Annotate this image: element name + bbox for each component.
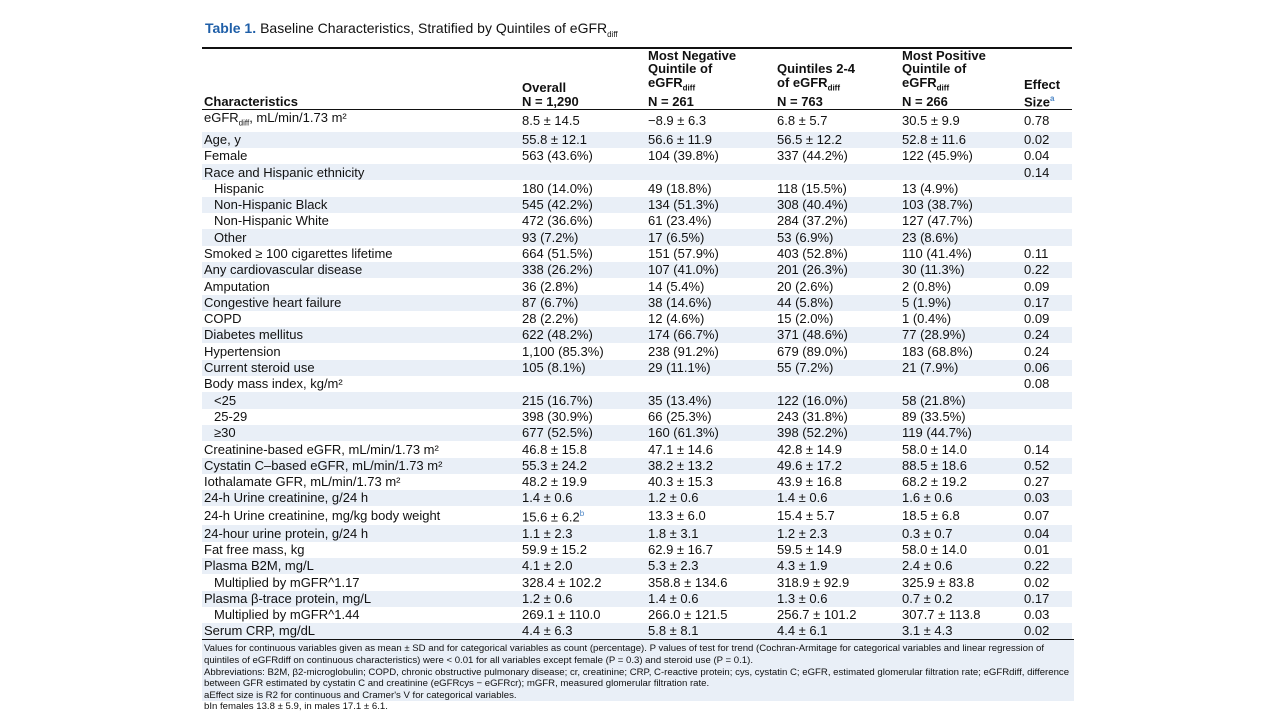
table-row	[202, 376, 1072, 392]
cell-mid	[775, 164, 900, 180]
cell-overall: 215 (16.7%)	[520, 392, 646, 408]
cell-neg: 104 (39.8%)	[648, 148, 719, 164]
footnote-abbreviations: Abbreviations: B2M, β2-microglobulin; COPD, chronic obstructive pulmonary disease; cr, creatinine; CRP, C-reactive protein; cys, cystatin C; eGFR, estimated glomerular filtration rate; eGFRdiff, difference between GFR estimated by cystatin C and creatinine (eGFRcys − eGFRcr); mGFR, measured glomerular filtration rate.	[204, 666, 1070, 690]
cell-mid: 20 (2.6%)	[777, 278, 834, 294]
cell-mid: 1.2 ± 2.3	[775, 525, 900, 541]
cell-pos: 58.0 ± 14.0	[902, 541, 967, 557]
cell-overall: 472 (36.6%)	[522, 213, 593, 229]
cell-pos: 122 (45.9%)	[902, 148, 973, 164]
row-label: Creatinine-based eGFR, mL/min/1.73 m²	[204, 441, 439, 457]
cell-mid: 371 (48.6%)	[775, 327, 900, 343]
cell-mid: 337 (44.2%)	[777, 148, 848, 164]
cell-neg: 61 (23.4%)	[648, 213, 712, 229]
cell-pos: 0.7 ± 0.2	[900, 591, 1022, 607]
cell-mid: 403 (52.8%)	[777, 246, 848, 261]
cell-effect: 0.08	[1024, 376, 1050, 392]
table-row	[202, 246, 1072, 262]
cell-effect: 0.78	[1024, 113, 1050, 129]
row-label: 24-hour urine protein, g/24 h	[202, 525, 520, 541]
cell-overall: 1.2 ± 0.6	[520, 591, 646, 607]
cell-effect: 0.11	[1024, 246, 1049, 261]
cell-mid: 15 (2.0%)	[777, 311, 834, 327]
cell-effect: 0.52	[1022, 458, 1072, 474]
cell-mid: 4.3 ± 1.9	[775, 558, 900, 574]
cell-effect: 0.22	[1022, 262, 1072, 278]
cell-neg: 266.0 ± 121.5	[648, 607, 728, 623]
row-label: Non-Hispanic Black	[202, 197, 520, 213]
table-row	[202, 490, 1072, 506]
cell-effect: 0.02	[1022, 623, 1072, 639]
table-title-sub: diff	[607, 29, 618, 39]
cell-neg	[646, 376, 775, 392]
cell-pos: 89 (33.5%)	[902, 408, 966, 424]
baseline-table	[202, 47, 1072, 640]
table-row	[202, 574, 1072, 590]
cell-effect: 0.06	[1022, 360, 1072, 376]
cell-overall: 59.9 ± 15.2	[522, 541, 587, 557]
cell-effect: 0.02	[1024, 574, 1050, 590]
cell-pos: 1 (0.4%)	[902, 311, 952, 327]
cell-neg: 1.2 ± 0.6	[646, 490, 775, 506]
row-label: <25	[202, 392, 520, 408]
cell-effect: 0.02	[1022, 132, 1072, 148]
row-label: Non-Hispanic White	[214, 213, 329, 229]
header-row	[202, 48, 1072, 110]
cell-pos	[900, 376, 1022, 392]
row-label: Current steroid use	[202, 360, 520, 376]
table-title-text: Baseline Characteristics, Stratified by Quintiles of eGFR	[260, 20, 608, 36]
cell-effect: 0.04	[1024, 148, 1050, 164]
cell-mid: 49.6 ± 17.2	[775, 458, 900, 474]
cell-pos: 30 (11.3%)	[900, 262, 1022, 278]
cell-neg: −8.9 ± 6.3	[648, 113, 707, 129]
row-label: Diabetes mellitus	[202, 327, 520, 343]
row-label: Plasma β-trace protein, mg/L	[202, 591, 520, 607]
cell-overall: 105 (8.1%)	[520, 360, 646, 376]
cell-overall: 8.5 ± 14.5	[522, 113, 580, 129]
table-row	[202, 441, 1072, 457]
table-row	[202, 360, 1072, 376]
table-row	[202, 180, 1072, 196]
cell-neg: 66 (25.3%)	[648, 408, 712, 424]
row-label: Any cardiovascular disease	[202, 262, 520, 278]
cell-neg: 38 (14.6%)	[646, 295, 775, 311]
cell-effect: 0.09	[1024, 311, 1050, 327]
cell-mid: 6.8 ± 5.7	[777, 113, 828, 129]
cell-mid: 308 (40.4%)	[775, 197, 900, 213]
cell-pos: 110 (41.4%)	[902, 246, 972, 261]
cell-overall: 563 (43.6%)	[522, 148, 593, 164]
table-row	[202, 148, 1072, 164]
table-row	[202, 607, 1072, 623]
row-label: Other	[202, 229, 520, 245]
cell-pos: 23 (8.6%)	[900, 229, 1022, 245]
row-label: Race and Hispanic ethnicity	[202, 164, 520, 180]
col-most-negative: Most Negative Quintile of eGFR$_{diff}$ N = 261	[646, 48, 775, 110]
table-label: Table 1.	[205, 20, 257, 36]
cell-overall: 398 (30.9%)	[522, 408, 593, 424]
row-label: Body mass index, kg/m²	[204, 376, 343, 392]
table-row	[202, 506, 1072, 525]
cell-neg: 40.3 ± 15.3	[648, 474, 713, 490]
cell-neg: 151 (57.9%)	[648, 246, 719, 261]
row-label: Cystatin C–based eGFR, mL/min/1.73 m²	[202, 458, 520, 474]
cell-effect: 0.07	[1024, 508, 1050, 524]
cell-overall: 55.8 ± 12.1	[520, 132, 646, 148]
table-row	[202, 295, 1072, 311]
cell-neg: 5.8 ± 8.1	[646, 623, 775, 639]
table-row	[202, 542, 1072, 558]
cell-neg: 1.8 ± 3.1	[646, 525, 775, 541]
cell-overall: 55.3 ± 24.2	[520, 458, 646, 474]
cell-pos: 77 (28.9%)	[900, 327, 1022, 343]
cell-effect: 0.27	[1024, 474, 1050, 490]
cell-mid: 1.4 ± 0.6	[775, 490, 900, 506]
cell-mid: 4.4 ± 6.1	[775, 623, 900, 639]
table-body	[202, 110, 1072, 640]
cell-overall: 93 (7.2%)	[520, 229, 646, 245]
table-row	[202, 343, 1072, 359]
cell-overall: 4.1 ± 2.0	[520, 558, 646, 574]
cell-effect: 0.04	[1022, 525, 1072, 541]
table-row	[202, 409, 1072, 425]
row-label: Female	[204, 148, 248, 164]
cell-effect: 0.17	[1022, 591, 1072, 607]
cell-pos	[900, 164, 1022, 180]
cell-pos: 58.0 ± 14.0	[902, 441, 967, 457]
table-row	[202, 197, 1072, 213]
cell-pos: 3.1 ± 4.3	[900, 623, 1022, 639]
cell-effect	[1022, 229, 1072, 245]
table-row	[202, 392, 1072, 408]
cell-mid: 256.7 ± 101.2	[777, 607, 857, 623]
row-label: Multiplied by mGFR^1.17	[214, 574, 360, 590]
col-effect-size: Effect Size$^a$	[1022, 48, 1072, 110]
cell-neg: 17 (6.5%)	[646, 229, 775, 245]
cell-overall	[520, 376, 646, 392]
cell-neg: 12 (4.6%)	[648, 311, 705, 327]
cell-neg: 160 (61.3%)	[646, 425, 775, 441]
table-row	[202, 132, 1072, 148]
table-row	[202, 262, 1072, 278]
cell-pos: 183 (68.8%)	[902, 343, 973, 359]
cell-mid: 284 (37.2%)	[777, 213, 848, 229]
table-title	[205, 20, 1074, 43]
cell-neg: 107 (41.0%)	[646, 262, 775, 278]
table-row	[202, 327, 1072, 343]
row-label: Smoked ≥ 100 cigarettes lifetime	[204, 246, 393, 261]
table-row	[202, 591, 1072, 607]
cell-pos: 0.3 ± 0.7	[900, 525, 1022, 541]
row-label: Plasma B2M, mg/L	[202, 558, 520, 574]
col-characteristics: Characteristics	[202, 48, 520, 110]
cell-effect: 0.03	[1024, 607, 1050, 623]
table-row	[202, 110, 1072, 132]
table-row	[202, 164, 1072, 180]
cell-neg: 38.2 ± 13.2	[646, 458, 775, 474]
cell-pos: 2.4 ± 0.6	[900, 558, 1022, 574]
cell-mid: 43.9 ± 16.8	[777, 474, 842, 490]
cell-effect	[1022, 425, 1072, 441]
cell-pos: 30.5 ± 9.9	[902, 113, 960, 129]
cell-pos: 68.2 ± 19.2	[902, 474, 967, 490]
cell-mid: 318.9 ± 92.9	[777, 574, 850, 590]
row-label: COPD	[204, 311, 242, 327]
cell-overall: 1.1 ± 2.3	[520, 525, 646, 541]
cell-neg: 358.8 ± 134.6	[648, 574, 728, 590]
cell-pos: 127 (47.7%)	[902, 213, 973, 229]
cell-overall: 28 (2.2%)	[522, 311, 579, 327]
cell-mid: 53 (6.9%)	[775, 229, 900, 245]
cell-mid: 59.5 ± 14.9	[777, 541, 842, 557]
cell-pos: 307.7 ± 113.8	[902, 607, 981, 623]
cell-overall: 4.4 ± 6.3	[520, 623, 646, 639]
cell-mid: 15.4 ± 5.7	[777, 508, 835, 524]
table-row	[202, 623, 1072, 639]
row-label: Multiplied by mGFR^1.44	[214, 607, 360, 623]
cell-overall: 87 (6.7%)	[520, 295, 646, 311]
cell-effect	[1022, 409, 1072, 425]
table-row	[202, 474, 1072, 490]
cell-overall: 328.4 ± 102.2	[522, 574, 602, 590]
cell-overall: 1.4 ± 0.6	[520, 490, 646, 506]
cell-neg: 14 (5.4%)	[648, 278, 705, 294]
cell-pos: 5 (1.9%)	[900, 295, 1022, 311]
col-quintiles-2-4: Quintiles 2-4 of eGFR$_{diff}$ N = 763	[775, 48, 900, 110]
cell-effect	[1022, 213, 1072, 229]
cell-neg: 49 (18.8%)	[648, 180, 712, 196]
row-label: Hispanic	[214, 180, 264, 196]
cell-effect: 0.03	[1022, 490, 1072, 506]
cell-overall: 36 (2.8%)	[522, 278, 579, 294]
row-label: 24-h Urine creatinine, mg/kg body weight	[204, 508, 441, 524]
cell-neg: 238 (91.2%)	[648, 343, 719, 359]
cell-overall: 622 (48.2%)	[520, 327, 646, 343]
table-row	[202, 425, 1072, 441]
cell-mid: 122 (16.0%)	[775, 392, 900, 408]
cell-overall: 664 (51.5%)	[522, 246, 593, 261]
cell-neg: 29 (11.1%)	[646, 360, 775, 376]
cell-effect: 0.14	[1022, 164, 1072, 180]
cell-effect	[1022, 392, 1072, 408]
cell-mid: 44 (5.8%)	[775, 295, 900, 311]
cell-mid	[775, 376, 900, 392]
table-row	[202, 278, 1072, 294]
cell-mid: 201 (26.3%)	[775, 262, 900, 278]
cell-pos: 21 (7.9%)	[900, 360, 1022, 376]
footnote-a: aEffect size is R2 for continuous and Cramer's V for categorical variables.	[204, 689, 517, 701]
slide	[202, 20, 1074, 713]
cell-mid: 398 (52.2%)	[775, 425, 900, 441]
cell-neg: 62.9 ± 16.7	[648, 541, 713, 557]
cell-neg: 174 (66.7%)	[646, 327, 775, 343]
cell-pos: 103 (38.7%)	[900, 197, 1022, 213]
row-label: 25-29	[214, 408, 248, 424]
table-row	[202, 558, 1072, 574]
cell-neg: 35 (13.4%)	[646, 392, 775, 408]
row-label: ≥30	[202, 425, 520, 441]
cell-pos: 325.9 ± 83.8	[902, 574, 975, 590]
cell-neg: 5.3 ± 2.3	[646, 558, 775, 574]
cell-overall: 338 (26.2%)	[520, 262, 646, 278]
cell-mid: 42.8 ± 14.9	[777, 441, 842, 457]
row-label: Hypertension	[204, 343, 281, 359]
cell-neg: 13.3 ± 6.0	[648, 508, 706, 524]
cell-mid: 243 (31.8%)	[777, 408, 848, 424]
cell-neg: 56.6 ± 11.9	[646, 132, 775, 148]
cell-overall: 677 (52.5%)	[520, 425, 646, 441]
row-label: Age, y	[202, 132, 520, 148]
cell-overall: 1,100 (85.3%)	[522, 343, 604, 359]
col-most-positive: Most Positive Quintile of eGFR$_{diff}$ N = 266	[900, 48, 1022, 110]
table-row	[202, 311, 1072, 327]
cell-overall: 545 (42.2%)	[520, 197, 646, 213]
row-label: eGFR$_{diff}$, mL/min/1.73 m²	[204, 110, 347, 128]
cell-pos: 88.5 ± 18.6	[900, 458, 1022, 474]
row-label: Amputation	[204, 278, 270, 294]
cell-overall: 48.2 ± 19.9	[522, 474, 587, 490]
cell-effect	[1022, 197, 1072, 213]
cell-pos: 119 (44.7%)	[900, 425, 1022, 441]
table-row	[202, 525, 1072, 541]
row-label: Fat free mass, kg	[204, 541, 305, 557]
cell-pos: 2 (0.8%)	[902, 278, 952, 294]
cell-neg: 134 (51.3%)	[646, 197, 775, 213]
col-overall: Overall N = 1,290	[520, 48, 646, 110]
cell-effect	[1022, 180, 1072, 196]
table-row	[202, 213, 1072, 229]
row-label: 24-h Urine creatinine, g/24 h	[202, 490, 520, 506]
cell-overall	[520, 164, 646, 180]
cell-pos: 58 (21.8%)	[900, 392, 1022, 408]
cell-neg: 1.4 ± 0.6	[646, 591, 775, 607]
cell-pos: 18.5 ± 6.8	[902, 508, 960, 524]
row-label: Iothalamate GFR, mL/min/1.73 m²	[204, 474, 401, 490]
cell-effect: 0.24	[1022, 327, 1072, 343]
row-label: Serum CRP, mg/dL	[202, 623, 520, 639]
cell-pos: 13 (4.9%)	[902, 180, 959, 196]
cell-effect: 0.17	[1022, 295, 1072, 311]
footnote-values: Values for continuous variables given as mean ± SD and for categorical variables as count (percentage). P values of test for trend (Cochran-Armitage for categorical variables and linear regression of quintiles of eGFRdiff on continuous characteristics) were < 0.01 for all variables except female (P = 0.3) and steroid use (P = 0.1).	[204, 643, 1045, 666]
cell-overall: 15.6 ± 6.2$^b$	[522, 509, 585, 525]
cell-effect: 0.09	[1024, 278, 1050, 294]
table-row	[202, 229, 1072, 245]
table-row	[202, 458, 1072, 474]
cell-pos: 1.6 ± 0.6	[900, 490, 1022, 506]
cell-mid: 56.5 ± 12.2	[775, 132, 900, 148]
cell-mid: 1.3 ± 0.6	[775, 591, 900, 607]
cell-effect: 0.01	[1024, 541, 1050, 557]
cell-neg	[646, 164, 775, 180]
cell-overall: 180 (14.0%)	[522, 180, 593, 196]
footnote-b: bIn females 13.8 ± 5.9, in males 17.1 ± 6.1.	[204, 701, 388, 713]
cell-mid: 55 (7.2%)	[775, 360, 900, 376]
cell-neg: 47.1 ± 14.6	[648, 441, 713, 457]
cell-overall: 46.8 ± 15.8	[522, 441, 587, 457]
cell-mid: 118 (15.5%)	[777, 180, 847, 196]
cell-mid: 679 (89.0%)	[777, 343, 848, 359]
cell-pos: 52.8 ± 11.6	[900, 132, 1022, 148]
cell-overall: 269.1 ± 110.0	[522, 607, 601, 623]
cell-effect: 0.14	[1024, 441, 1050, 457]
cell-effect: 0.22	[1022, 558, 1072, 574]
row-label: Congestive heart failure	[202, 295, 520, 311]
footnotes	[202, 639, 1074, 713]
cell-effect: 0.24	[1024, 343, 1050, 359]
